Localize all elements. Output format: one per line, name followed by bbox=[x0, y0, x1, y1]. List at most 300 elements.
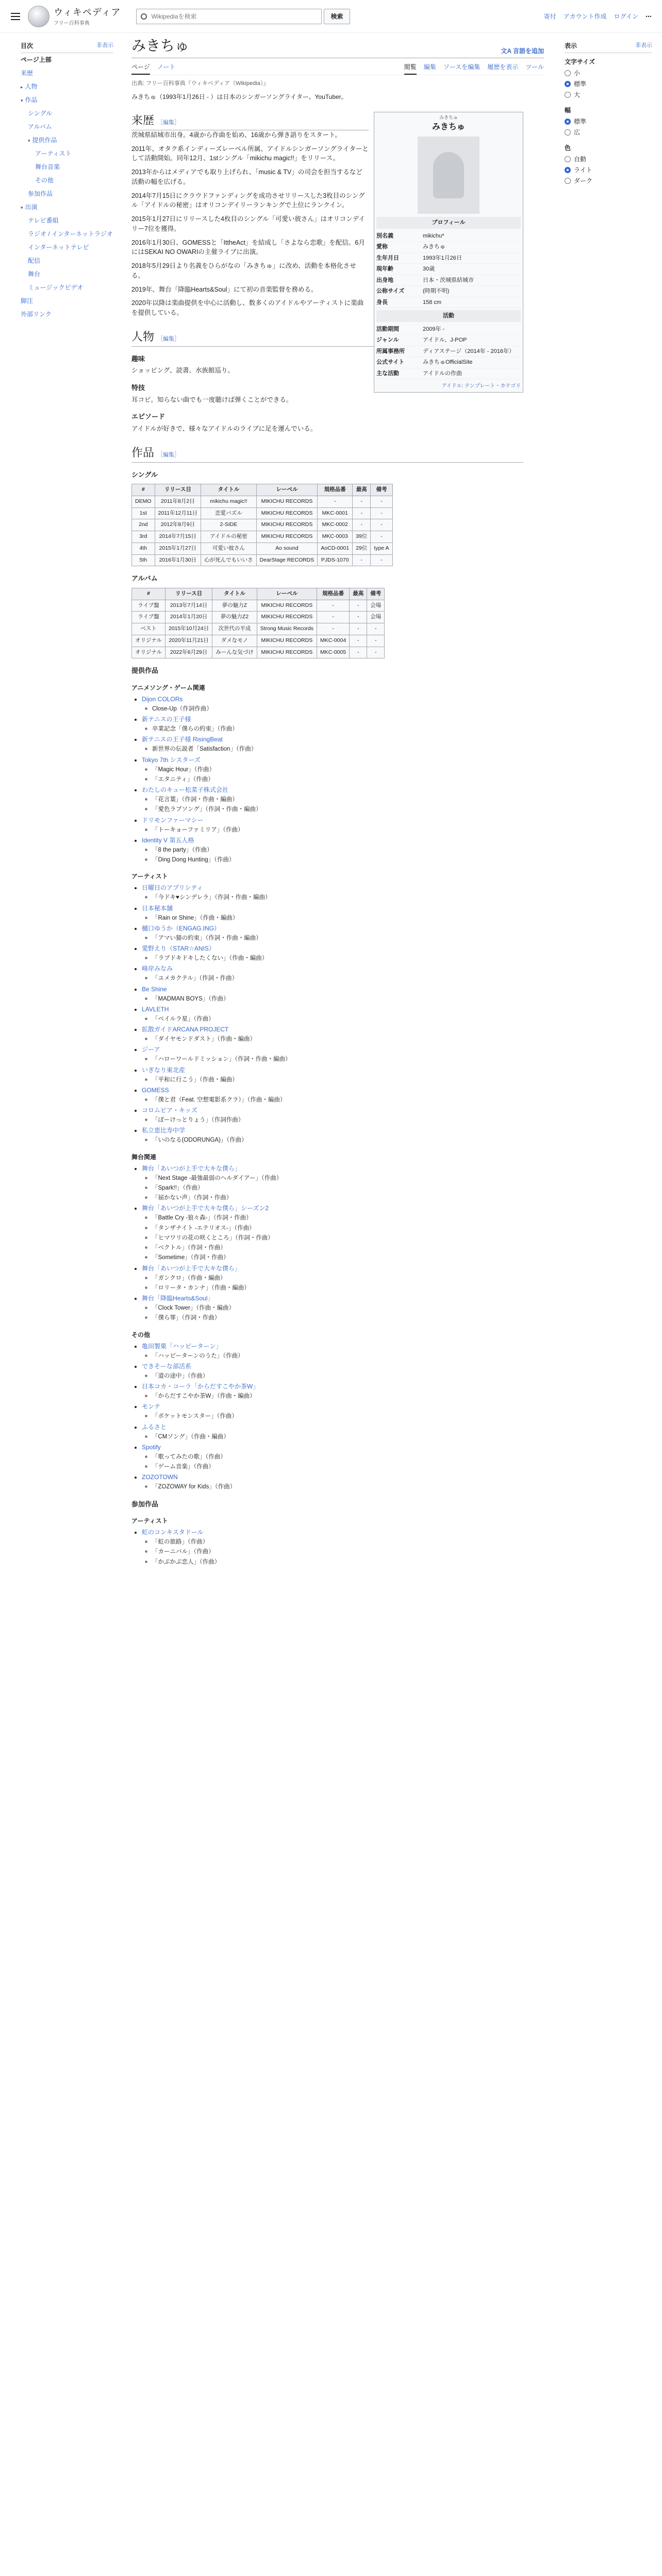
infobox-row bbox=[376, 368, 521, 380]
table-cell: 29位 bbox=[353, 543, 371, 554]
table-cell: 2022年6月29日 bbox=[165, 647, 212, 658]
table-cell: - bbox=[317, 600, 350, 612]
infobox-value: mikichu* bbox=[423, 232, 444, 239]
table-cell: type A bbox=[371, 543, 392, 554]
toc-item-label: 脚注 bbox=[21, 297, 34, 304]
table-row bbox=[132, 612, 385, 623]
work-link[interactable]: 愛野えり（STAR☆ANIS） bbox=[142, 945, 215, 953]
sub-list-item: ◦ 「ゲーム音楽」（作曲） bbox=[152, 1463, 523, 1471]
radio-button-icon bbox=[565, 92, 571, 98]
radio-button-icon bbox=[565, 156, 571, 162]
radio-button-icon bbox=[565, 129, 571, 135]
table-header-cell: 備考 bbox=[371, 484, 392, 496]
work-link[interactable]: Tokyo 7th シスターズ bbox=[142, 756, 201, 764]
portrait-image[interactable] bbox=[418, 137, 479, 214]
work-link[interactable]: 峰岸みなみ bbox=[142, 965, 173, 973]
sub-list bbox=[142, 974, 523, 983]
table-cell[interactable]: mikichu magic!! bbox=[201, 496, 257, 507]
site-logo[interactable] bbox=[28, 6, 121, 27]
work-link[interactable]: 舞台「降臨Hearts&Soul」 bbox=[142, 1295, 214, 1302]
table-cell: MIKICHU RECORDS bbox=[257, 647, 317, 658]
singles-heading: シングル bbox=[131, 470, 158, 479]
toc-item-label: 出演 bbox=[25, 204, 38, 211]
table-cell: MKC-0001 bbox=[318, 507, 353, 519]
action-tab-2[interactable]: ソースを編集 bbox=[443, 63, 481, 71]
table-cell: 2020年11月21日 bbox=[165, 635, 212, 647]
table-cell: MIKICHU RECORDS bbox=[257, 635, 317, 647]
toggle-icon[interactable]: ▾ bbox=[21, 98, 23, 103]
toc-item[interactable] bbox=[21, 120, 113, 133]
list-item bbox=[142, 964, 523, 983]
history-paragraph: 2020年以降は楽曲提供を中心に活動し、数多くのアイドルやアーティストに楽曲を提供している。 bbox=[131, 299, 364, 317]
work-link[interactable]: GOMESS bbox=[142, 1086, 169, 1094]
more-options-icon[interactable]: ⋯ bbox=[646, 12, 652, 20]
donate-link[interactable]: 寄付 bbox=[543, 12, 556, 20]
anime-heading: アニメソング・ゲーム関連 bbox=[131, 684, 205, 691]
infobox-key: 現年齢 bbox=[376, 266, 393, 273]
wikipedia-globe-icon bbox=[28, 6, 49, 27]
tab-1[interactable]: ノート bbox=[157, 63, 176, 71]
toc-item[interactable] bbox=[21, 187, 113, 200]
sub-list-item: ◦ 「ユメカクテル」（作詞・作曲） bbox=[152, 974, 523, 983]
work-link[interactable]: ZOZOTOWN bbox=[142, 1473, 178, 1481]
table-cell: MKC-0005 bbox=[317, 647, 350, 658]
sub-list-item: ◦ 「いのなる(ODORUNGA)」（作曲） bbox=[152, 1136, 523, 1145]
work-link[interactable]: わたしのキュー松菜子株式会社 bbox=[142, 786, 229, 794]
table-cell[interactable]: 夢の魅力Z bbox=[212, 600, 257, 612]
toc-item[interactable] bbox=[21, 80, 113, 93]
toc-item-label: 舞台 bbox=[28, 270, 41, 278]
sub-list-item: ◦ 「歌ってみたの歌」（作曲） bbox=[152, 1453, 523, 1462]
table-cell: - bbox=[353, 507, 371, 519]
table-header-cell: # bbox=[132, 484, 155, 496]
list-item bbox=[142, 1106, 523, 1125]
toc-item[interactable] bbox=[21, 227, 113, 241]
table-row bbox=[132, 647, 385, 658]
toc-item-label: インターネットテレビ bbox=[28, 244, 89, 251]
sub-list-item: ◦ 新世界の伝説者「Satisfaction」（作曲） bbox=[152, 745, 523, 754]
sub-list bbox=[142, 1136, 523, 1145]
lead-sentence: みきちゅ（1993年1月26日 - ）は日本のシンガーソングライター、YouTuber。 bbox=[131, 93, 347, 100]
sub-list-item: ◦ 「CMソング」（作曲・編曲） bbox=[152, 1433, 523, 1442]
table-cell: - bbox=[350, 635, 367, 647]
infobox-row bbox=[376, 275, 521, 286]
radio-button-icon bbox=[565, 178, 571, 184]
color-label: ダーク bbox=[574, 177, 593, 184]
menu-icon[interactable] bbox=[7, 8, 24, 25]
toc-item-label: 来歴 bbox=[21, 70, 34, 77]
list-item bbox=[142, 1025, 523, 1044]
sub-list bbox=[142, 1372, 523, 1381]
work-link[interactable]: ふるさと bbox=[142, 1423, 167, 1431]
sub-list bbox=[142, 795, 523, 815]
appearance-hide-button[interactable]: 非表示 bbox=[635, 42, 652, 48]
sub-list bbox=[142, 846, 523, 865]
sub-list bbox=[142, 1015, 523, 1024]
list-item bbox=[142, 1472, 523, 1492]
sub-list-item: ◦ 「平和に行こう」（作曲・編曲） bbox=[152, 1076, 523, 1084]
table-cell[interactable]: ダメなモノ bbox=[212, 635, 257, 647]
main-content bbox=[131, 37, 544, 1569]
list-item bbox=[142, 755, 523, 785]
toc-item[interactable] bbox=[21, 200, 113, 214]
sub-list bbox=[142, 826, 523, 835]
table-cell: 4th bbox=[132, 543, 155, 554]
sub-list bbox=[142, 1392, 523, 1401]
work-link[interactable]: ドリモンファーマシー bbox=[142, 816, 204, 824]
sub-list-item: ◦ 「僕と君（Feat. 空想電影系クラ）」（作曲・編曲） bbox=[152, 1096, 523, 1105]
sub-list bbox=[142, 1035, 523, 1044]
list-item bbox=[142, 1443, 523, 1472]
sub-list bbox=[142, 1096, 523, 1105]
infobox-value: ディアステージ（2014年 - 2016年） bbox=[423, 348, 515, 354]
infobox-row bbox=[376, 346, 521, 358]
table-header-cell: 最高 bbox=[350, 588, 367, 600]
infobox-value: 2009年 - bbox=[423, 326, 445, 332]
work-link[interactable]: LAVLETH bbox=[142, 1005, 169, 1013]
table-header-cell: タイトル bbox=[201, 484, 257, 496]
toc-item[interactable] bbox=[21, 133, 113, 147]
logo-subtitle: フリー百科事典 bbox=[54, 20, 90, 26]
search-placeholder: Wikipediaを検索 bbox=[151, 12, 197, 20]
login-link[interactable]: ログイン bbox=[614, 12, 638, 20]
width-label: 幅 bbox=[565, 107, 571, 114]
table-cell: - bbox=[353, 496, 371, 507]
infobox-row bbox=[376, 242, 521, 253]
search-input[interactable] bbox=[136, 9, 322, 24]
table-cell: 2nd bbox=[132, 519, 155, 531]
color-radio[interactable] bbox=[565, 155, 652, 164]
infobox bbox=[374, 112, 523, 393]
table-cell: ベスト bbox=[132, 623, 166, 635]
table-row bbox=[132, 507, 393, 519]
table-cell: - bbox=[350, 612, 367, 623]
work-link[interactable]: 新テニスの王子様 bbox=[142, 716, 191, 723]
sub-list-item: ◦ 「トーキョーファミリア」（作曲） bbox=[152, 826, 523, 835]
tab-0[interactable]: ページ bbox=[131, 60, 150, 75]
radio-button-icon bbox=[565, 167, 571, 173]
sub-list-item: ◦ 「8 the party」（作曲） bbox=[152, 846, 523, 855]
sub-list-item: ◦ 「虹の旅路」（作曲） bbox=[152, 1538, 523, 1547]
width-label: 標準 bbox=[574, 118, 587, 125]
table-cell: 2011年8月2日 bbox=[155, 496, 201, 507]
list-item bbox=[142, 816, 523, 835]
toc-title: 目次 bbox=[21, 42, 34, 49]
table-cell: Ao sound bbox=[256, 543, 318, 554]
toc-item[interactable] bbox=[21, 66, 113, 80]
list-item bbox=[142, 1402, 523, 1421]
table-cell: 2012年8月9日 bbox=[155, 519, 201, 531]
table-cell: - bbox=[371, 507, 392, 519]
infobox-key: 公称サイズ bbox=[376, 288, 405, 295]
work-link[interactable]: Identity V 第五人格 bbox=[142, 836, 194, 844]
work-link[interactable]: 日曜日のアプリシティ bbox=[142, 884, 203, 892]
sub-list bbox=[142, 914, 523, 923]
table-header-cell: リリース日 bbox=[165, 588, 212, 600]
width-radio[interactable] bbox=[565, 117, 652, 126]
toc-item[interactable] bbox=[21, 241, 113, 254]
table-cell[interactable]: 次世代の平成 bbox=[212, 623, 257, 635]
person-subheading: エピソード bbox=[131, 413, 166, 421]
sub-list-item: ◦ 「届かない声」（作詞・作曲） bbox=[152, 1194, 523, 1202]
other-heading: その他 bbox=[131, 1331, 151, 1338]
table-cell: - bbox=[367, 647, 385, 658]
table-row bbox=[132, 635, 385, 647]
toggle-icon[interactable]: ▾ bbox=[21, 205, 23, 210]
toc-item[interactable] bbox=[21, 93, 113, 107]
toggle-icon[interactable]: ▸ bbox=[21, 84, 23, 90]
text-size-radio[interactable] bbox=[565, 79, 652, 89]
list-item bbox=[142, 1342, 523, 1361]
table-cell: - bbox=[371, 519, 392, 531]
page-title: みきちゅ bbox=[131, 38, 190, 54]
sub-list bbox=[142, 1538, 523, 1567]
work-link[interactable]: 虹のコンキスタドール bbox=[142, 1529, 204, 1536]
sub-list-item: ◦ 「ハローワールドミッション」（作詞・作曲・編曲） bbox=[152, 1055, 523, 1064]
sub-list-item: ◦ 「ダイヤモンドダスト」（作曲・編曲） bbox=[152, 1035, 523, 1044]
sub-list-item: ◦ 「アマい猫の約束」（作詞・作曲・編曲） bbox=[152, 934, 523, 943]
albums-heading: アルバム bbox=[131, 574, 158, 583]
infobox-key: 生年月日 bbox=[376, 255, 399, 261]
sub-list bbox=[142, 893, 523, 902]
sub-list-item: ◦ 「Battle Cry -狼々森-」（作詞・作曲） bbox=[152, 1214, 523, 1223]
table-cell: ライブ盤 bbox=[132, 612, 166, 623]
infobox-key: 公式サイト bbox=[376, 359, 405, 366]
history-paragraph: 2014年7月15日にクラウドファンディングを成功させリリースした3枚目のシングル「アイドルの秘密」はオリコンデイリーランキングで上位にランクイン。 bbox=[131, 192, 365, 209]
table-cell: 会場 bbox=[367, 600, 385, 612]
list-item bbox=[142, 1528, 523, 1567]
table-cell: MIKICHU RECORDS bbox=[256, 507, 318, 519]
table-cell[interactable]: 恋愛バズル bbox=[201, 507, 257, 519]
sub-list bbox=[142, 1453, 523, 1472]
toc-item[interactable] bbox=[21, 174, 113, 187]
sub-list-item: ◦ 卒業記念「僕らの約束」（作曲） bbox=[152, 725, 523, 734]
infobox-footer[interactable]: アイドル: テンプレート・カテゴリ bbox=[441, 383, 521, 389]
toc-item[interactable] bbox=[21, 53, 113, 66]
search-icon bbox=[141, 13, 147, 20]
table-cell: MIKICHU RECORDS bbox=[257, 612, 317, 623]
table-header-cell: 備考 bbox=[367, 588, 385, 600]
sub-list-item: ◦ 「ロリータ・カンナ」（作曲・編曲） bbox=[152, 1284, 523, 1293]
toc-item-label: アーティスト bbox=[35, 150, 72, 157]
work-link[interactable]: 舞台「あいつが上手で大キな僕ら」 bbox=[142, 1164, 241, 1172]
infobox-value: みきちゅ bbox=[423, 244, 445, 250]
table-cell: - bbox=[317, 612, 350, 623]
toc-item[interactable] bbox=[21, 160, 113, 174]
provided-works-heading: 提供作品 bbox=[131, 667, 159, 675]
infobox-value: 日本・茨城県結城市 bbox=[423, 277, 474, 283]
color-label: 色 bbox=[565, 144, 571, 151]
table-cell: DearStage RECORDS bbox=[256, 554, 318, 566]
color-label: 自動 bbox=[574, 156, 587, 163]
action-tab-4[interactable]: ツール bbox=[525, 63, 544, 71]
sub-list-item: ◦ 「ポケットモンスター」（作曲） bbox=[152, 1412, 523, 1421]
table-cell[interactable]: 可愛い彼さん bbox=[201, 543, 257, 554]
table-cell: DEMO bbox=[132, 496, 155, 507]
sub-list-item: ◦ 「Spark!!」（作曲） bbox=[152, 1184, 523, 1193]
toc-item[interactable] bbox=[21, 308, 113, 321]
table-header-cell: # bbox=[132, 588, 166, 600]
work-link[interactable]: 日本コカ・コーラ「からだすこやか茶W」 bbox=[142, 1383, 259, 1391]
sub-list-item: ◦ 「Next Stage -最強最弱のヘルダイアー」（作曲） bbox=[152, 1174, 523, 1183]
top-header bbox=[0, 0, 662, 33]
history-paragraph: 茨城県結城市出身。4歳から作曲を始め、16歳から弾き語りをスタート。 bbox=[131, 131, 341, 139]
toc-item-label: 舞台音楽 bbox=[35, 163, 60, 171]
list-item bbox=[142, 1065, 523, 1084]
work-link[interactable]: ジーア bbox=[142, 1046, 160, 1054]
color-radio[interactable] bbox=[565, 176, 652, 185]
table-header-cell: リリース日 bbox=[155, 484, 201, 496]
work-link[interactable]: Be Shine bbox=[142, 985, 167, 993]
toc-item-label: シングル bbox=[28, 110, 53, 117]
edit-link[interactable]: ［編集］ bbox=[157, 119, 180, 126]
table-cell: 2016年1月30日 bbox=[155, 554, 201, 566]
toc-item[interactable] bbox=[21, 214, 113, 227]
sub-list-item: ◦ 「花言葉」（作詞・作曲・編曲） bbox=[152, 795, 523, 804]
list-item bbox=[142, 1005, 523, 1024]
sub-list-item: ◦ 「僕ら罪」（作詞・作曲） bbox=[152, 1314, 523, 1323]
action-tab-1[interactable]: 編集 bbox=[423, 63, 436, 71]
table-cell: 1st bbox=[132, 507, 155, 519]
work-link[interactable]: Dijon COLORs bbox=[142, 695, 183, 703]
create-account-link[interactable]: アカウント作成 bbox=[563, 12, 607, 20]
edit-link[interactable]: ［編集］ bbox=[157, 335, 180, 342]
infobox-row bbox=[376, 231, 521, 242]
list-item bbox=[142, 1204, 523, 1262]
person-subheading: 特技 bbox=[131, 384, 145, 392]
action-tab-0[interactable]: 閲覧 bbox=[404, 60, 417, 75]
table-cell: - bbox=[350, 623, 367, 635]
table-cell: - bbox=[353, 554, 371, 566]
infobox-value: アイドル、J-POP bbox=[423, 337, 467, 344]
work-link[interactable]: 舞台「あいつが上手で大キな僕ら」シーズン2 bbox=[142, 1205, 269, 1212]
toc-item-label: ページ上部 bbox=[21, 56, 52, 63]
logo-title: ウィキペディア bbox=[54, 7, 121, 18]
table-row bbox=[132, 496, 393, 507]
work-link[interactable]: モンテ bbox=[142, 1403, 161, 1411]
list-item bbox=[142, 1294, 523, 1323]
section-heading-works: 作品 ［編集］ bbox=[131, 444, 523, 463]
width-label: 広 bbox=[574, 129, 581, 136]
sub-list-item: ◦ 「ヒマワリの花の咲くところ」（作詞・作曲） bbox=[152, 1234, 523, 1243]
table-header-cell: 規格品番 bbox=[317, 588, 350, 600]
infobox-row bbox=[376, 253, 521, 264]
table-cell[interactable]: 2-SIDE bbox=[201, 519, 257, 531]
list-item bbox=[142, 944, 523, 963]
sub-list-item: ◦ 「エタニティ」（作曲） bbox=[152, 775, 523, 784]
table-header-cell: 最高 bbox=[353, 484, 371, 496]
person-text: アイドルが好きで、様々なアイドルのライブに足を運んでいる。 bbox=[131, 425, 317, 432]
color-label: ライト bbox=[574, 166, 592, 174]
table-cell: 5th bbox=[132, 554, 155, 566]
sub-list bbox=[142, 1214, 523, 1262]
toc-hide-button[interactable]: 非表示 bbox=[96, 42, 113, 48]
sub-list bbox=[142, 995, 523, 1004]
table-cell: 3rd bbox=[132, 531, 155, 543]
sub-list-item: ◦ 「Clock Tower」（作曲・編曲） bbox=[152, 1304, 523, 1313]
text-size-radio[interactable] bbox=[565, 90, 652, 99]
work-link[interactable]: Spotify bbox=[142, 1443, 161, 1451]
work-link[interactable]: 舞台「あいつが上手で大キな僕ら」 bbox=[142, 1264, 241, 1272]
toggle-icon[interactable]: ▾ bbox=[28, 138, 30, 143]
section-heading-history: 来歴 ［編集］ bbox=[131, 112, 369, 130]
list-item bbox=[142, 715, 523, 734]
table-cell: - bbox=[371, 496, 392, 507]
artist-heading: アーティスト bbox=[131, 873, 168, 880]
work-link[interactable]: 拡散ガイドARCANA PROJECT bbox=[142, 1026, 229, 1033]
toc-item[interactable] bbox=[21, 281, 113, 294]
table-header-cell: 規格品番 bbox=[318, 484, 353, 496]
action-tab-3[interactable]: 履歴を表示 bbox=[487, 63, 519, 71]
work-link[interactable]: 新テニスの王子様 RisingBeat bbox=[142, 736, 223, 743]
toc-item[interactable] bbox=[21, 254, 113, 267]
list-item bbox=[142, 1086, 523, 1105]
list-item bbox=[142, 1382, 523, 1401]
sub-list-item: ◦ Close-Up（作詞作曲） bbox=[152, 705, 523, 714]
work-link[interactable]: 樋口ゆうか（ENGAG.ING） bbox=[142, 924, 221, 932]
toc-item[interactable] bbox=[21, 294, 113, 308]
table-cell: MIKICHU RECORDS bbox=[256, 496, 318, 507]
infobox-activity-header: 活動 bbox=[376, 310, 521, 322]
table-cell[interactable]: 夢の魅力Z2 bbox=[212, 612, 257, 623]
table-cell: MKC-0003 bbox=[318, 531, 353, 543]
toc-item[interactable] bbox=[21, 267, 113, 281]
list-item bbox=[142, 1164, 523, 1203]
table-cell[interactable]: アイドルの秘密 bbox=[201, 531, 257, 543]
sub-list bbox=[142, 766, 523, 785]
sub-list bbox=[142, 725, 523, 734]
text-size-label: 標準 bbox=[574, 80, 587, 88]
work-link[interactable]: 日本秘本舗 bbox=[142, 904, 173, 912]
table-cell[interactable]: みーんな気づけ bbox=[212, 647, 257, 658]
table-cell[interactable]: 心が死んでもいいさ bbox=[201, 554, 257, 566]
table-cell: 2014年7月15日 bbox=[155, 531, 201, 543]
toc-item[interactable] bbox=[21, 147, 113, 160]
infobox-row bbox=[376, 357, 521, 368]
infobox-value: 1993年1月26日 bbox=[423, 255, 462, 261]
sub-list-item: ◦ 「ガンクロ」（作曲・編曲） bbox=[152, 1274, 523, 1283]
work-link[interactable]: コロムビア・キッズ bbox=[142, 1107, 197, 1114]
toc-item-label: 作品 bbox=[25, 96, 38, 104]
infobox-key: 愛称 bbox=[376, 244, 388, 250]
infobox-name: みきちゅ bbox=[432, 123, 465, 132]
toc-item-label: その他 bbox=[35, 177, 54, 184]
list-item bbox=[142, 1264, 523, 1293]
table-cell: - bbox=[318, 496, 353, 507]
sub-list-item: ◦ 「ハッピーターンのうた」（作曲） bbox=[152, 1352, 523, 1361]
text-size-radio[interactable] bbox=[565, 69, 652, 78]
toc-item[interactable] bbox=[21, 107, 113, 120]
stage-heading: 舞台関連 bbox=[131, 1153, 157, 1161]
page-subtitle: 出典: フリー百科事典『ウィキペディア（Wikipedia）』 bbox=[131, 80, 269, 87]
color-radio[interactable] bbox=[565, 165, 652, 175]
work-link[interactable]: 私立恵比寿中学 bbox=[142, 1127, 186, 1134]
table-cell: - bbox=[371, 531, 392, 543]
width-radio[interactable] bbox=[565, 128, 652, 137]
toc-item-label: アルバム bbox=[28, 123, 52, 130]
table-cell: MIKICHU RECORDS bbox=[256, 531, 318, 543]
search-button[interactable]: 検索 bbox=[324, 9, 350, 24]
work-link[interactable]: 亀田製菓「ハッピーターン」 bbox=[142, 1342, 222, 1350]
sub-list-item: ◦ 「カーニバル」（作曲） bbox=[152, 1548, 523, 1556]
work-link[interactable]: いぎなり東北産 bbox=[142, 1066, 186, 1074]
sub-list-item: ◦ 「ベクトル」（作詞・作曲） bbox=[152, 1244, 523, 1252]
add-language-button[interactable]: 文A 言語を追加 bbox=[501, 47, 544, 55]
list-item bbox=[142, 785, 523, 815]
work-link[interactable]: できそーな部活系 bbox=[142, 1362, 192, 1370]
edit-link[interactable]: ［編集］ bbox=[157, 451, 180, 458]
list-item bbox=[142, 883, 523, 902]
